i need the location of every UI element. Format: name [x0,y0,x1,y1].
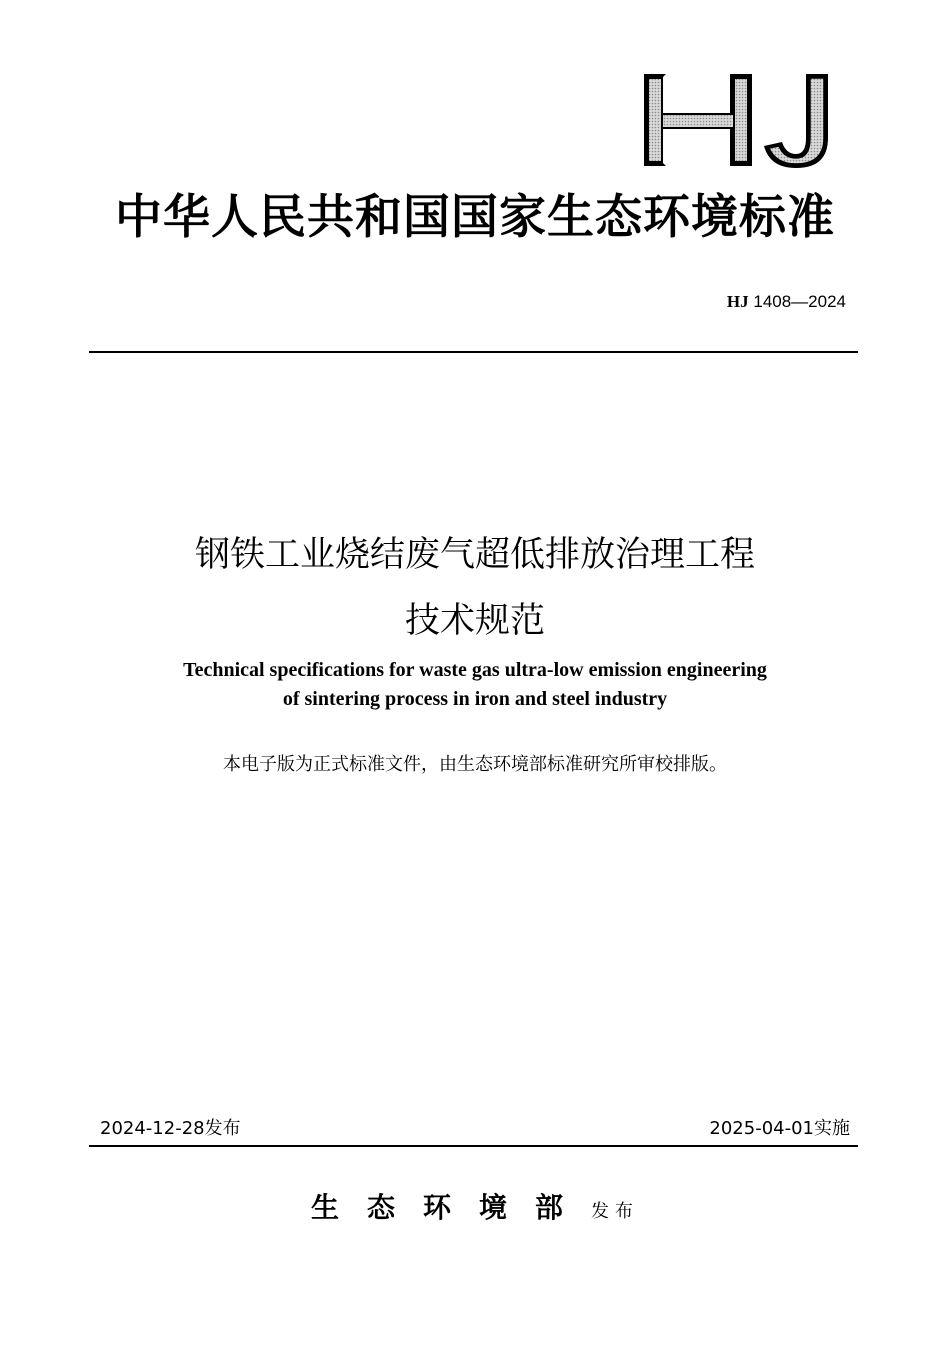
standard-prefix: HJ [726,292,749,311]
org-title: 中华人民共和国国家生态环境标准 [115,190,835,245]
top-divider [89,351,858,353]
issuer-row [0,1186,950,1234]
bottom-divider [89,1145,858,1147]
issue-date: 2024-12-28发布 [100,1118,241,1139]
hj-logo [636,66,836,176]
effective-date: 2025-04-01实施 [709,1118,850,1139]
title-en-line2: of sintering process in iron and steel industry [282,688,668,710]
title-en-line1: Technical specifications for waste gas ultra-low emission engineering [183,659,767,681]
title-cn-line1: 钢铁工业烧结废气超低排放治理工程 [194,535,755,575]
standard-number [727,290,846,314]
issuer-name: 生态环境部 [310,1191,591,1224]
standard-code: 1408—2024 [753,292,846,311]
edition-note: 本电子版为正式标准文件，由生态环境部标准研究所审校排版。 [223,754,727,775]
issue-word: 发布 [591,1201,639,1222]
title-cn-line2: 技术规范 [404,601,545,641]
